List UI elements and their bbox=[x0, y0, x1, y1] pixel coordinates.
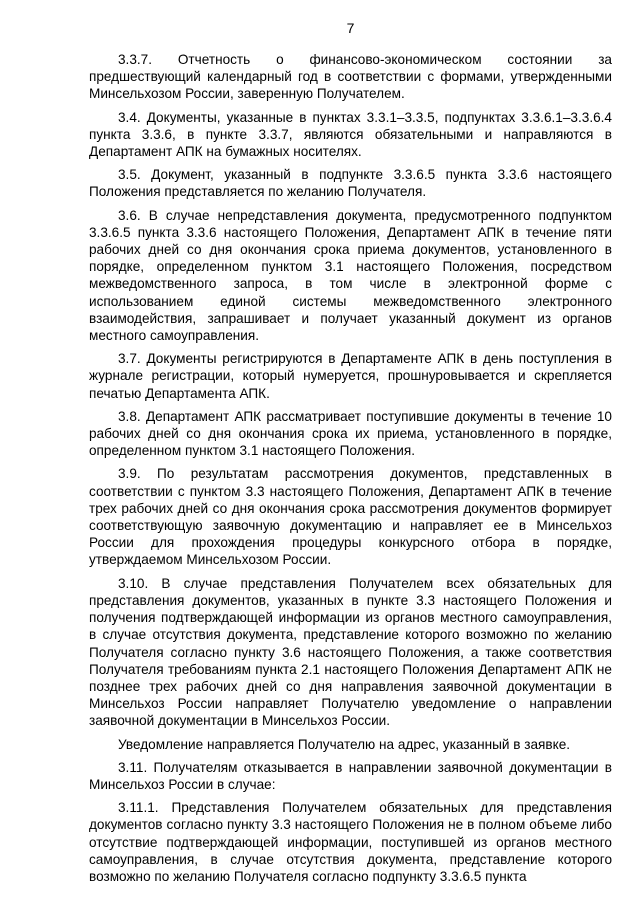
page-number: 7 bbox=[346, 20, 355, 36]
paragraph-notification: Уведомление направляется Получателю на адрес, указанный в заявке. bbox=[118, 736, 571, 752]
paragraph-3-6: 3.6. В случае непредставления документа, предусмотренного подпунктом 3.3.6.5 пункта 3.3.6 настоящего Положения, Департамент АПК в течение пяти рабочих дней со дня окончания срока приема документов, установленного в порядке, определенном пунктом 3.1 настоящего Положения, посредством межведомственного запроса, в том числе в электронной форме с использованием единой системы межведомственного электронного взаимодействия, запрашивает и получает указанный документ из органов местного самоуправления. bbox=[89, 207, 612, 344]
paragraph-3-7: 3.7. Документы регистрируются в Департаменте АПК в день поступления в журнале регистрации, который нумеруется, прошнуровывается и скрепляется печатью Департамента АПК. bbox=[89, 351, 612, 401]
paragraph-3-3-7: 3.3.7. Отчетность о финансово-экономическом состоянии за предшествующий календарный год в соответствии с формами, утвержденными Минсельхозом России, заверенную Получателем. bbox=[89, 52, 612, 102]
paragraph-3-8: 3.8. Департамент АПК рассматривает поступившие документы в течение 10 рабочих дней со дня окончания срока их приема, установленного в порядке, определенном пунктом 3.1 настоящего Положения. bbox=[89, 408, 612, 459]
paragraph-3-11-1: 3.11.1. Представления Получателем обязательных для представления документов согласно пункту 3.3 настоящего Положения не в полном объеме либо отсутствие подтверждающей информации, поступившей из органов местного самоуправления, в случае отсутствия документа, представление которого возможно по желанию Получателя согласно подпункту 3.3.6.5 пункта bbox=[89, 800, 612, 884]
paragraph-3-9: 3.9. По результатам рассмотрения документов, представленных в соответствии с пунктом 3.3 настоящего Положения, Департамент АПК в течение трех рабочих дней со дня окончания срока рассмотрения документов формирует соответствующую заявочную документацию и направляет ее в Минсельхоз России для прохождения процедуры конкурсного отбора в порядке, утверждаемом Минсельхозом России. bbox=[89, 466, 612, 568]
paragraph-3-10: 3.10. В случае представления Получателем всех обязательных для представления документов, указанных в пункте 3.3 настоящего Положения и получения подтверждающей информации из органов местного самоуправления, в случае отсутствия документа, представление которого возможно по желанию Получателя согласно пункту 3.6 настоящего Положения, а также соответствия Получателя требованиям пункта 2.1 настоящего Положения Департамент АПК не позднее трех рабочих дней со дня направления заявочной документации в Минсельхоз России направляет Получателю уведомление о направлении заявочной документации в Минсельхоз России. bbox=[89, 575, 612, 729]
paragraph-3-4: 3.4. Документы, указанные в пунктах 3.3.1–3.3.5, подпунктах 3.3.6.1–3.3.6.4 пункта 3.3.6, в пункте 3.3.7, являются обязательными и направляются в Департамент АПК на бумажных носителях. bbox=[89, 109, 612, 160]
paragraph-3-11: 3.11. Получателям отказывается в направлении заявочной документации в Минсельхоз России в случае: bbox=[89, 759, 612, 792]
paragraph-3-5: 3.5. Документ, указанный в подпункте 3.3.6.5 пункта 3.3.6 настоящего Положения представляется по желанию Получателя. bbox=[89, 167, 612, 200]
